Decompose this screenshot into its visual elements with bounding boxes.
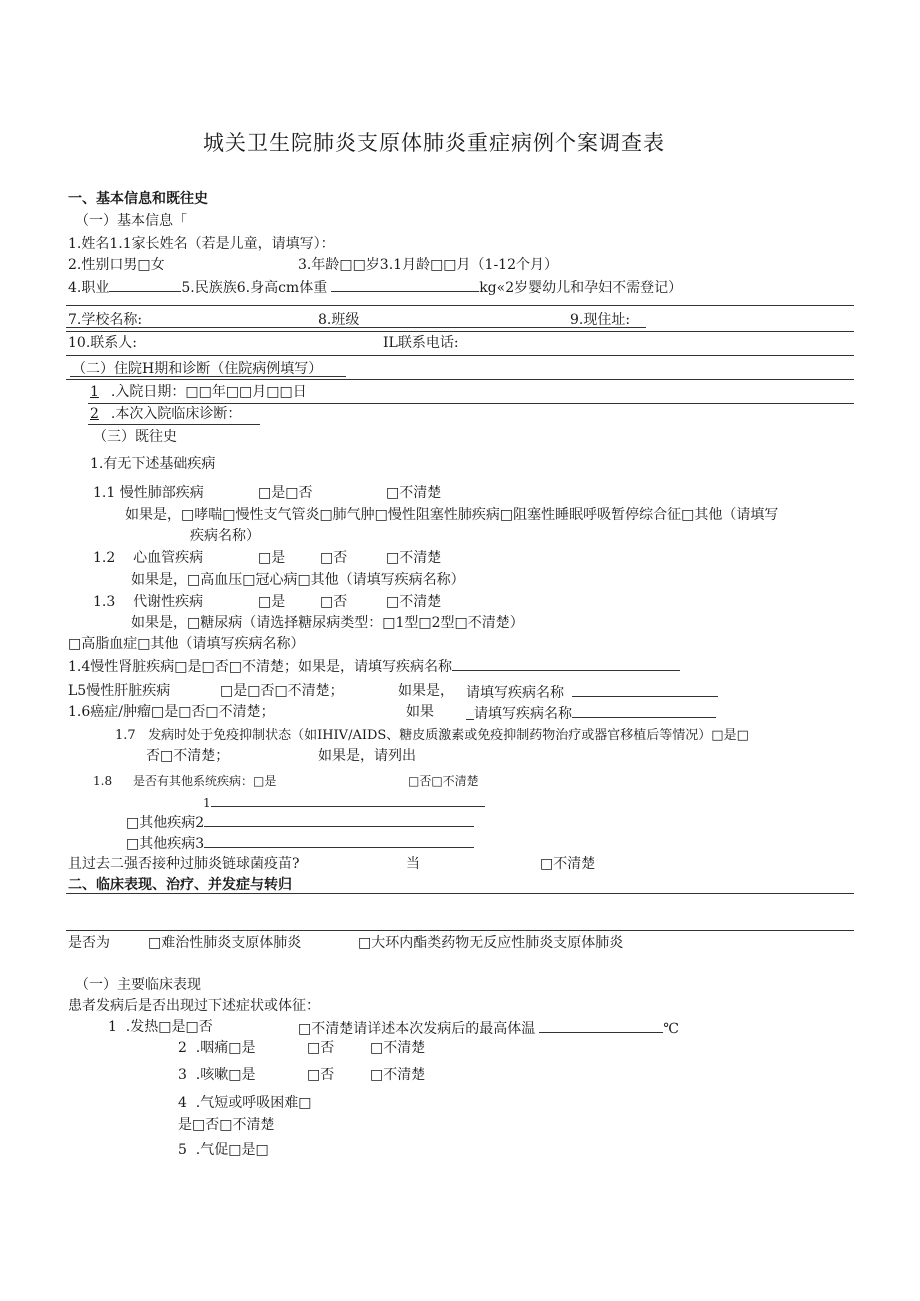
symptom-sore-throat-unknown[interactable]: □不清楚: [370, 1040, 426, 1056]
q15-fill-text: 请填写疾病名称: [466, 685, 564, 701]
divider: [66, 930, 854, 931]
q15-options[interactable]: □是□否□不清楚；: [220, 683, 344, 699]
field-gender: 2.性别口男□女: [68, 257, 165, 273]
field-address: 9.现住址:: [570, 312, 631, 328]
divider: [88, 403, 854, 404]
symptoms-intro: 患者发病后是否出现过下述症状或体征：: [68, 998, 320, 1014]
max-temperature-blank[interactable]: [539, 1018, 663, 1033]
q18-disease-3-blank[interactable]: [204, 833, 474, 848]
q18-disease-2-label: □其他疾病2: [126, 815, 205, 831]
q16-if-yes: 如果: [406, 704, 434, 720]
admission-date-text: .入院日期：□□年□□月□□日: [110, 384, 307, 400]
divider: [466, 719, 474, 720]
divider: [70, 376, 346, 377]
q18-options[interactable]: □否□不清楚: [408, 774, 479, 788]
field-contact-person: 10.联系人:: [68, 335, 137, 351]
q18-disease-1: [203, 792, 485, 812]
field-ethnicity-height-weight: 5.民族族6.身高cm体重: [181, 280, 328, 296]
field-school: 7.学校名称:: [68, 312, 143, 328]
q13-if-yes: 如果是，□糖尿病（请选择糖尿病类型：□1型□2型□不清楚）: [131, 615, 524, 631]
weight-blank[interactable]: [331, 277, 479, 292]
q14-row: [68, 656, 680, 676]
divider: [66, 331, 854, 332]
temperature-unit: ℃: [663, 1021, 679, 1037]
field-occupation: 4.职业: [68, 280, 110, 296]
question-underlying-disease: 1.有无下述基础疾病: [90, 456, 216, 472]
q12-no[interactable]: □否: [320, 550, 348, 566]
field-age: 3.年龄□□岁3.1月龄□□月（1-12个月）: [298, 257, 558, 273]
divider: [66, 893, 854, 894]
q13-extra: □高脂血症□其他（请填写疾病名称）: [68, 636, 305, 652]
symptom-tachypnea[interactable]: 5 .气促□是□: [178, 1142, 269, 1158]
q12-label: 1.2 心血管疾病: [93, 550, 204, 566]
vaccine-question: 且过去二强否接种过肺炎链球菌疫苗?: [68, 856, 300, 872]
subsection-heading-basic-info: （一）基本信息「: [75, 213, 187, 229]
q13-unknown[interactable]: □不清楚: [386, 594, 442, 610]
q17-line1: 1.7 发病时处于免疫抑制状态（如IHIV/AIDS、糖皮质激素或免疫抑制药物治疗或器官移植后等情况）□是□: [115, 728, 749, 743]
q15-if-yes: 如果是，: [398, 683, 454, 699]
q16-label: 1.6癌症/肿瘤□是□否□不清楚；: [68, 704, 275, 720]
symptom-cough-no[interactable]: □否: [307, 1067, 335, 1083]
field-diagnosis: [90, 405, 241, 423]
subsection-heading-history: （三）既往史: [93, 429, 177, 445]
q17-line2: 否□不清楚；: [146, 748, 230, 764]
is-type-label: 是否为: [68, 935, 110, 951]
diagnosis-text: .本次入院临床诊断：: [110, 406, 242, 422]
divider: [66, 305, 854, 306]
q11-unknown[interactable]: □不清楚: [386, 485, 442, 501]
q18-question: 是否有其他系统疾病：□是: [133, 774, 277, 788]
vaccine-unknown[interactable]: □不清楚: [540, 856, 596, 872]
field-name-row: 1.姓名1.1家长姓名（若是儿童，请填写）：: [68, 236, 335, 252]
q16-blank[interactable]: [572, 703, 716, 718]
section-heading-clinical: 二、临床表现、治疗、并发症与转归: [68, 877, 292, 893]
fever-detail-text: □不清楚请详述本次发病后的最高体温: [298, 1021, 536, 1037]
symptom-dyspnea[interactable]: 4 .气短或呼吸困难□: [178, 1095, 312, 1111]
field-admission-date: [90, 383, 307, 401]
field-occupation-row: [68, 277, 682, 297]
q18-disease-2-blank[interactable]: [204, 812, 474, 827]
q11-if-yes: 如果是，□哮喘□慢性支气管炎□肺气肿□慢性阻塞性肺疾病□阻塞性睡眠呼吸暂停综合征□其他（请填写: [125, 507, 779, 523]
field-weight-note: kg«2岁婴幼儿和孕妇不需登记）: [479, 280, 683, 296]
q14-text: 1.4慢性肾脏疾病□是□否□不清楚；如果是，请填写疾病名称: [68, 659, 452, 675]
symptom-sore-throat-no[interactable]: □否: [307, 1040, 335, 1056]
q17-list: 如果是，请列出: [318, 748, 416, 764]
divider: [66, 355, 854, 356]
q12-unknown[interactable]: □不清楚: [386, 550, 442, 566]
subsection-heading-symptoms: （一）主要临床表现: [75, 977, 201, 993]
option-macrolide-unresponsive[interactable]: □大环内酯类药物无反应性肺炎支原体肺炎: [358, 935, 624, 951]
symptom-fever[interactable]: 1 .发热□是□否: [108, 1019, 213, 1035]
divider: [88, 424, 260, 425]
q18-disease-3: [126, 833, 474, 853]
item-number: 2: [90, 406, 99, 422]
field-contact-phone: IL联系电话:: [383, 335, 459, 351]
field-class: 8.班级: [318, 312, 360, 328]
vaccine-answer[interactable]: 当: [406, 856, 420, 872]
divider: [66, 327, 646, 328]
symptom-sore-throat[interactable]: 2 .咽痛□是: [178, 1040, 256, 1056]
occupation-blank[interactable]: [109, 277, 181, 292]
symptom-cough-unknown[interactable]: □不清楚: [370, 1067, 426, 1083]
symptom-fever-detail: [298, 1018, 679, 1038]
section-heading-basic-history: 一、基本信息和既往史: [68, 191, 208, 207]
q16-fill-text: 请填写疾病名称: [474, 706, 572, 722]
q12-yes[interactable]: □是: [258, 550, 286, 566]
q13-no[interactable]: □否: [320, 594, 348, 610]
page-title: 城关卫生院肺炎支原体肺炎重症病例个案调查表: [203, 131, 665, 155]
q13-yes[interactable]: □是: [258, 594, 286, 610]
q12-if-yes: 如果是，□高血压□冠心病□其他（请填写疾病名称）: [131, 572, 465, 588]
q14-blank[interactable]: [452, 656, 680, 671]
q13-label: 1.3 代谢性疾病: [93, 594, 204, 610]
q11-yes-no[interactable]: □是□否: [258, 485, 313, 501]
q18-disease-2: [126, 812, 474, 832]
q18-label: 1.8: [93, 774, 113, 788]
option-refractory[interactable]: □难治性肺炎支原体肺炎: [148, 935, 302, 951]
subsection-heading-hospital: （二）住院H期和诊断（住院病例填写）: [72, 361, 323, 377]
item-number: 1: [90, 384, 99, 400]
q18-disease-1-blank[interactable]: [211, 792, 485, 807]
q11-label: 1.1 慢性肺部疾病: [93, 485, 204, 501]
q15-label: L5慢性肝脏疾病: [68, 683, 171, 699]
symptom-cough[interactable]: 3 .咳嗽□是: [178, 1067, 256, 1083]
q16-fill-row: [466, 703, 716, 723]
q15-blank[interactable]: [572, 682, 718, 697]
divider: [66, 379, 854, 380]
q11-if-yes-cont: 疾病名称）: [190, 528, 260, 544]
symptom-dyspnea-options[interactable]: 是□否□不清楚: [178, 1117, 275, 1133]
q15-fill-row: [466, 682, 718, 702]
q18-disease-1-num: 1: [203, 796, 211, 810]
q18-disease-3-label: □其他疾病3: [126, 836, 205, 852]
